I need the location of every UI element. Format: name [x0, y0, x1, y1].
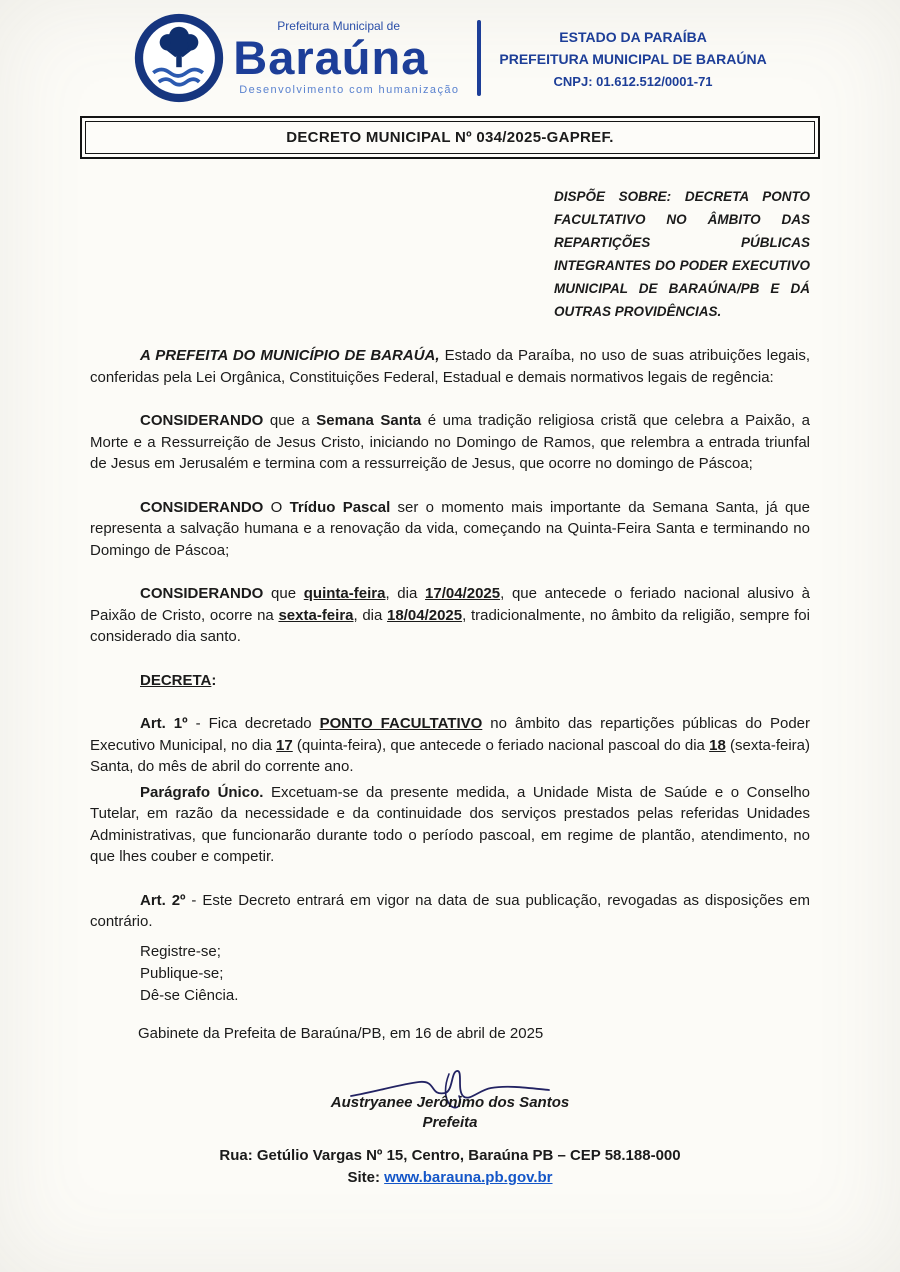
- signatory-role: Prefeita: [422, 1114, 478, 1131]
- closing-line-publiquese: Publique-se;: [140, 964, 224, 982]
- considerando-3: CONSIDERANDO que quinta-feira, dia 17/04/2025, que antecede o feriado nacional alusivo à Paixão de Cristo, ocorre na sexta-feira, dia 18/04/2025, tradicionalmente, no âmbito da religião, sempre foi considerado dia santo.: [90, 585, 810, 645]
- decreta-heading: DECRETA:: [140, 671, 217, 689]
- state-name: ESTADO DA PARAÍBA: [559, 28, 707, 45]
- site-line: [0, 1169, 900, 1186]
- decree-title-box-inner: [85, 121, 815, 154]
- municipality-logo: [133, 12, 459, 104]
- considerando-2: CONSIDERANDO O Tríduo Pascal ser o momento mais importante da Semana Santa, já que representa a salvação humana e a renovação da vida, começando na Quinta-Feira Santa e terminando no Domingo de Páscoa;: [90, 498, 810, 559]
- closing-line-desciencia: Dê-se Ciência.: [140, 986, 239, 1004]
- date-line: Gabinete da Prefeita de Baraúna/PB, em 16 de abril de 2025: [138, 1024, 544, 1042]
- closing-line-registrese: Registre-se;: [140, 942, 221, 960]
- address-line: Rua: Getúlio Vargas Nº 15, Centro, Baraúna PB – CEP 58.188-000: [219, 1147, 681, 1164]
- closing-lines: [140, 941, 810, 1007]
- decree-summary: DISPÕE SOBRE: DECRETA PONTO FACULTATIVO NO ÂMBITO DAS REPARTIÇÕES PÚBLICAS INTEGRANTES DO PODER EXECUTIVO MUNICIPAL DE BARAÚNA/PB E DÁ OUTRAS PROVIDÊNCIAS.: [554, 189, 810, 319]
- preamble-paragraph: A PREFEITA DO MUNICÍPIO DE BARAÚA, Estado da Paraíba, no uso de suas atribuições legais, conferidas pela Lei Orgânica, Constituições Federal, Estadual e demais normativos legais de regência:: [90, 347, 810, 386]
- logo-text: [233, 20, 459, 96]
- considerando-1: CONSIDERANDO que a Semana Santa é uma tradição religiosa cristã que celebra a Paixão, a Morte e a Ressurreição de Jesus Cristo, iniciando no Domingo de Ramos, que relembra a entrada triunfal de Jesus em Jerusalém e termina com a ressurreição de Jesus, que ocorre no domingo de Páscoa;: [90, 412, 810, 472]
- article-1: Art. 1º - Fica decretado PONTO FACULTATIVO no âmbito das repartições públicas do Poder Executivo Municipal, no dia 17 (quinta-feira), que antecede o feriado nacional pascoal do dia 18 (sexta-feira) Santa, do mês de abril do corrente ano.: [90, 715, 811, 775]
- decree-title-box: [80, 116, 820, 159]
- document-footer: [0, 1147, 900, 1186]
- signature-block: [0, 1066, 900, 1131]
- signatory-name: Austryanee Jerônimo dos Santos: [330, 1094, 570, 1111]
- paragrafo-unico: Parágrafo Único. Excetuam-se da presente medida, a Unidade Mista de Saúde e o Conselho Tutelar, em razão da necessidade e da continuidade dos serviços prestados pelas referidas Unidades Administrativas, que funcionarão durante todo o período pascoal, em regime de plantão, atendimento, no que lhes couber e competir.: [90, 783, 811, 865]
- logo-name: Baraúna: [233, 31, 429, 84]
- header-divider: [477, 20, 481, 96]
- decree-body: [0, 323, 900, 1044]
- cnpj-line: CNPJ: 01.612.512/0001-71: [553, 74, 713, 90]
- decree-title: DECRETO MUNICIPAL Nº 034/2025-GAPREF.: [286, 129, 614, 146]
- logo-tagline: Desenvolvimento com humanização: [239, 84, 460, 96]
- municipality-name: PREFEITURA MUNICIPAL DE BARAÚNA: [499, 50, 767, 67]
- letterhead: [0, 0, 900, 104]
- logo-pre-text: Prefeitura Municipal de: [277, 19, 401, 33]
- website-link[interactable]: www.barauna.pb.gov.br: [384, 1169, 553, 1186]
- site-label: Site:: [347, 1169, 380, 1186]
- state-block: [499, 27, 766, 89]
- city-seal-icon: [133, 12, 225, 104]
- article-2: Art. 2º - Este Decreto entrará em vigor na data de sua publicação, revogadas as disposições em contrário.: [90, 891, 810, 930]
